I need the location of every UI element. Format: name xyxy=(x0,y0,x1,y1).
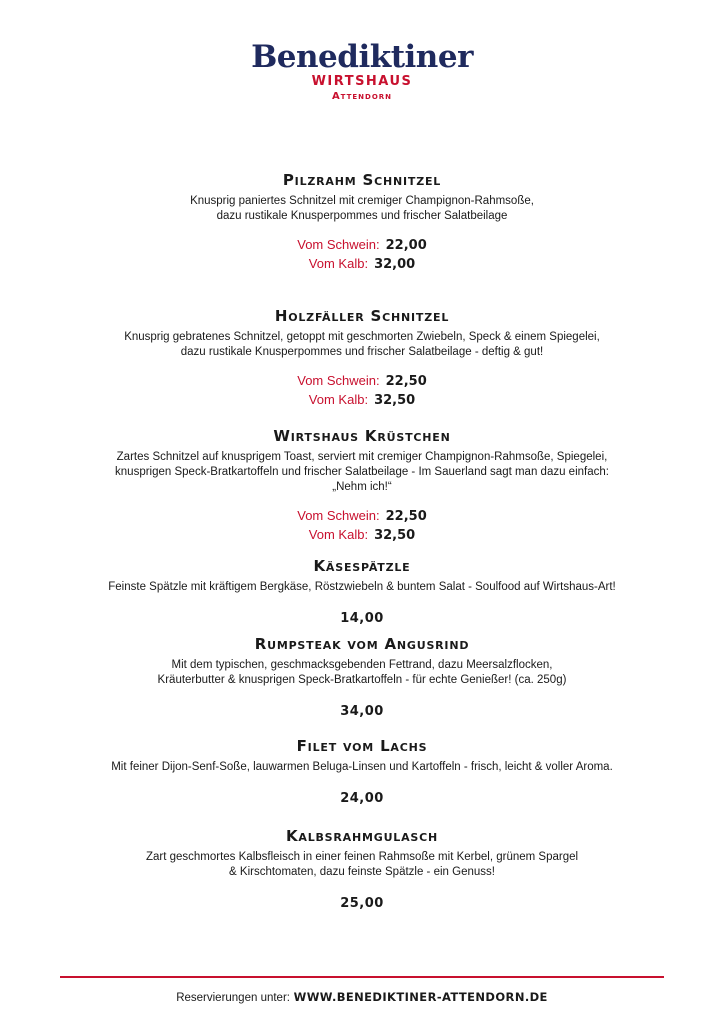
dish-description: Zartes Schnitzel auf knusprigem Toast, serviert mit cremiger Champignon-Rahmsoße, Spiegelei, knusprigen Speck-Bratkartoffeln und frischer Salatbeilage - Im Sauerland sagt man dazu einfach: „Nehm ich!“ xyxy=(115,451,609,493)
price-value: 14,00 xyxy=(340,611,384,626)
dish-title: Käsespätzle xyxy=(313,557,411,575)
footer xyxy=(0,990,724,1004)
menu-item xyxy=(0,556,724,626)
menu-item xyxy=(0,736,724,806)
dish-description: Knusprig gebratenes Schnitzel, getoppt mit geschmorten Zwiebeln, Speck & einem Spiegelei, dazu rustikale Knusperpommes und frischer Salatbeilage - deftig & gut! xyxy=(124,331,600,358)
dish-title: Wirtshaus Krüstchen xyxy=(273,427,451,445)
price-value: 22,00 xyxy=(385,238,427,253)
dish-title: Filet vom Lachs xyxy=(296,737,428,755)
menu-item xyxy=(0,170,724,274)
dish-description: Mit feiner Dijon-Senf-Soße, lauwarmen Beluga-Linsen und Kartoffeln - frisch, leicht & voller Aroma. xyxy=(111,761,613,773)
footer-divider xyxy=(60,976,664,978)
brand-subtitle: WIRTSHAUS xyxy=(311,74,413,89)
price-label: Vom Kalb: xyxy=(308,392,369,407)
website-link[interactable]: WWW.BENEDIKTINER-ATTENDORN.DE xyxy=(293,990,548,1004)
menu-item xyxy=(0,426,724,545)
dish-title: Holzfäller Schnitzel xyxy=(274,307,450,325)
price-label: Vom Schwein: xyxy=(297,237,380,252)
price-label: Vom Kalb: xyxy=(308,527,369,542)
dish-title: Kalbsrahmgulasch xyxy=(285,827,439,845)
price-value: 25,00 xyxy=(340,896,384,911)
price-value: 32,50 xyxy=(374,393,416,408)
logo xyxy=(0,40,724,103)
dish-prices xyxy=(0,507,724,545)
dish-description: Zart geschmortes Kalbsfleisch in einer feinen Rahmsoße mit Kerbel, grünem Spargel & Kirschtomaten, dazu feinste Spätzle - ein Genuss! xyxy=(145,851,579,878)
menu-item xyxy=(0,826,724,911)
dish-description: Feinste Spätzle mit kräftigem Bergkäse, Röstzwiebeln & buntem Salat - Soulfood auf Wirtshaus-Art! xyxy=(108,581,616,593)
price-label: Vom Schwein: xyxy=(297,373,380,388)
reservation-label: Reservierungen unter: xyxy=(176,992,290,1004)
price-label: Vom Kalb: xyxy=(308,256,369,271)
dish-prices xyxy=(0,372,724,410)
dish-prices xyxy=(0,236,724,274)
dish-title: Rumpsteak vom Angusrind xyxy=(254,635,470,653)
menu-item xyxy=(0,634,724,719)
price-value: 32,00 xyxy=(374,257,416,272)
menu-item xyxy=(0,306,724,410)
dish-title: Pilzrahm Schnitzel xyxy=(282,171,442,189)
price-value: 24,00 xyxy=(340,791,384,806)
price-value: 22,50 xyxy=(385,509,427,524)
price-value: 32,50 xyxy=(374,528,416,543)
brand-location: Attendorn xyxy=(331,91,393,102)
price-value: 34,00 xyxy=(340,704,384,719)
dish-description: Mit dem typischen, geschmacksgebenden Fettrand, dazu Meersalzflocken, Kräuterbutter & knusprigen Speck-Bratkartoffeln - für echte Genießer! (ca. 250g) xyxy=(157,659,567,686)
brand-name: Benediktiner xyxy=(251,39,473,75)
dish-description: Knusprig paniertes Schnitzel mit cremiger Champignon-Rahmsoße, dazu rustikale Knusperpommes und frischer Salatbeilage xyxy=(190,195,534,222)
price-label: Vom Schwein: xyxy=(297,508,380,523)
price-value: 22,50 xyxy=(385,374,427,389)
